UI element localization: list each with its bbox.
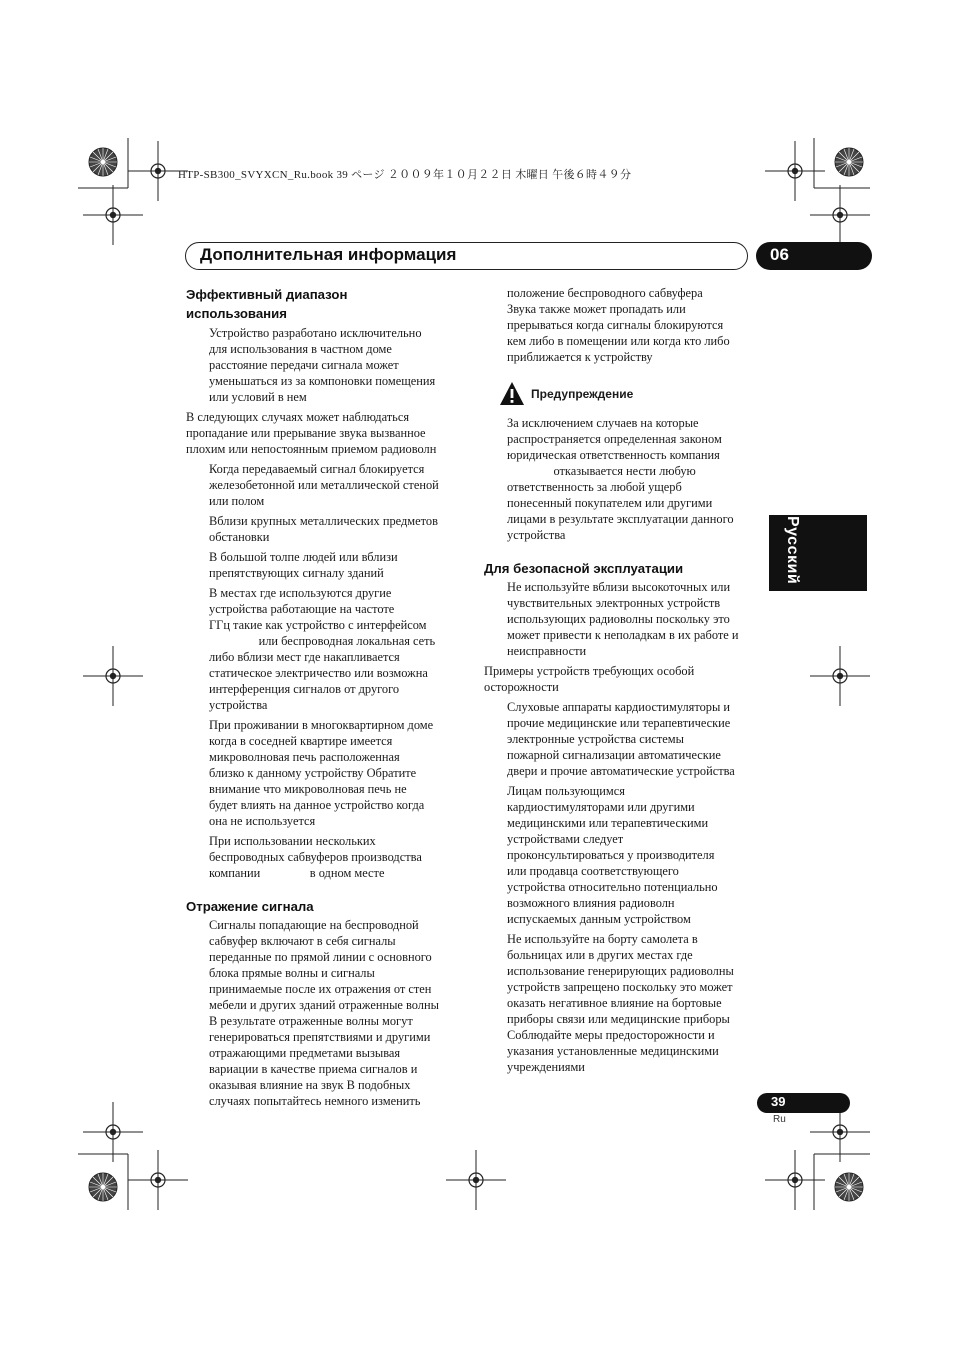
warning-header	[499, 381, 764, 413]
section-heading: Для безопасной эксплуатации	[484, 561, 684, 576]
section-heading: Отражение сигнала	[186, 899, 314, 914]
right-column	[484, 285, 764, 1075]
paragraph: Сигналы попадающие на беспроводной сабвуфер включают в себя сигналы переданные по прямой линии с основного блока прямые волны и сигналы принимаемые после их отражения от стен мебели и других зданий отраженные волны В результате отраженные волны могут генерироваться препятствиями и другими отражающими предметами вызывая вариации в качестве приема сигналов и оказывая влияние на звук В подобных случаях попытайтесь немного изменить	[209, 918, 439, 1108]
paragraph: Примеры устройств требующих особой осторожности	[484, 664, 695, 694]
list-item: При использовании нескольких беспроводных сабвуферов производства компании в одном месте	[209, 834, 422, 880]
page-language: Ru	[773, 1114, 786, 1125]
section-heading: Эффективный диапазон использования	[186, 287, 348, 321]
paragraph: Устройство разработано исключительно для использования в частном доме расстояние передачи сигнала может уменьшаться из за компоновки помещения или условий в нем	[209, 326, 436, 404]
left-column	[186, 285, 466, 1109]
file-info: HTP-SB300_SVYXCN_Ru.book 39 ページ ２００９年１０月２２日 木曜日 午後６時４９分	[178, 169, 632, 181]
list-item: Слуховые аппараты кардиостимуляторы и прочие медицинские или терапевтические электронные устройства системы пожарной сигнализации автоматические двери и прочие автоматические устройства	[507, 700, 735, 778]
warning-text: За исключением случаев на которые распространяется определенная законом юридическая ответственность компания отказывается нести любую ответственность за любой ущерб понесенный покупателем или другими лицами в результате эксплуатации данного устройства	[507, 416, 734, 542]
list-item: В большой толпе людей или вблизи препятствующих сигналу зданий	[209, 550, 398, 580]
list-item: Когда передаваемый сигнал блокируется железобетонной или металлической стеной или полом	[209, 462, 439, 508]
list-item: Лицам пользующимся кардиостимуляторами или другими медицинскими или терапевтическими устройствами следует проконсультироваться у производителя или продавца соответствующего устройства относительно потенциально возможного влияния радиоволн испускаемых данным устройством	[507, 784, 718, 926]
warning-title: Предупреждение	[531, 387, 634, 401]
language-tab-label: Русский	[784, 516, 801, 585]
list-item: В местах где используются другие устройства работающие на частоте ГГц такие как устройство с интерфейсом или беспроводная локальная сеть либо вблизи мест где накапливается статическое электричество или возможна интерференция сигналов от другого устройства	[209, 586, 436, 712]
page-title: Дополнительная информация	[200, 245, 457, 264]
list-item: При проживании в многоквартирном доме когда в соседней квартире имеется микроволновая печь расположенная близко к данному устройству Обратите внимание что микроволновая печь не будет влиять на данное устройство когда она не используется	[209, 718, 434, 828]
page-number: 39	[771, 1094, 786, 1109]
list-item: Не используйте на борту самолета в больницах или в других местах где использование генерирующих радиоволны устройств запрещено поскольку это может оказать негативное влияние на бортовые приборы связи или медицинские приборы Соблюдайте меры предосторожности и указания установленные медицинскими учреждениями	[507, 932, 734, 1074]
warning-icon	[499, 381, 525, 407]
paragraph: В следующих случаях может наблюдаться пропадание или прерывание звука вызванное плохим или непостоянным приемом радиоволн	[186, 410, 437, 456]
list-item: Вблизи крупных металлических предметов обстановки	[209, 514, 438, 544]
chapter-number: 06	[770, 245, 789, 264]
paragraph: Не используйте вблизи высокоточных или чувствительных электронных устройств использующих радиоволны поскольку это может привести к неполадкам в их работе и неисправности	[507, 580, 739, 658]
paragraph: положение беспроводного сабвуфера Звука также может пропадать или прерываться когда сигналы блокируются кем либо в помещении или когда кто либо приближается к устройству	[507, 286, 730, 364]
